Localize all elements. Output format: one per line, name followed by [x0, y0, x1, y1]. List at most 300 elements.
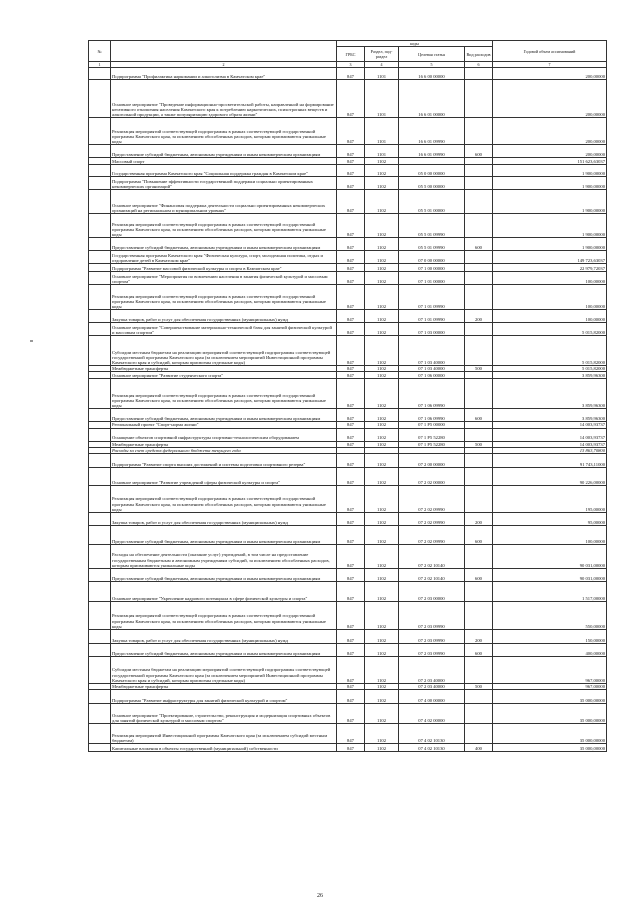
row-grbs-cell: 847	[337, 145, 365, 158]
row-name-cell: Субсидии местным бюджетам на реализацию мероприятий соответствующей подпрограммы соответствующей государственной программы Камчатского края (за исключением мероприятий Инвестиционной программы Камчатского края и субсидий, которым присвоены отдельные коды)	[111, 657, 337, 684]
row-number-cell	[89, 744, 111, 752]
row-vr-cell: 500	[465, 366, 493, 372]
row-grbs-cell: 847	[337, 468, 365, 486]
row-vr-cell	[465, 264, 493, 272]
row-grbs-cell: 847	[337, 454, 365, 468]
row-csr-cell: 07 1 03 00000	[399, 323, 465, 336]
row-name-cell: Межбюджетные трансферты	[111, 366, 337, 372]
row-number-cell	[89, 409, 111, 422]
row-vr-cell	[465, 190, 493, 214]
row-csr-cell: 07 2 00 00000	[399, 454, 465, 468]
row-grbs-cell: 847	[337, 630, 365, 644]
row-csr-cell: 16 6 01 09990	[399, 118, 465, 145]
row-csr-cell: 07 2 02 10140	[399, 569, 465, 582]
table-row	[89, 468, 607, 486]
row-name-cell: Межбюджетные трансферты	[111, 441, 337, 447]
table-row	[89, 214, 607, 238]
row-vr-cell	[465, 165, 493, 177]
row-grbs-cell: 847	[337, 118, 365, 145]
row-razdel-cell: 1102	[365, 684, 399, 690]
row-csr-cell	[399, 158, 465, 165]
row-number-cell	[89, 372, 111, 379]
row-name-cell: Предоставление субсидий бюджетным, автономным учреждениям и иным некоммерческим организациям	[111, 409, 337, 422]
budget-table-page	[88, 40, 606, 752]
row-name-cell: Подпрограмма "Развитие инфраструктуры для занятий физической культурой и спортом"	[111, 690, 337, 704]
row-vr-cell	[465, 428, 493, 441]
row-grbs-cell: 847	[337, 657, 365, 684]
row-razdel-cell: 1102	[365, 744, 399, 752]
table-row	[89, 569, 607, 582]
budget-table	[88, 40, 607, 752]
row-grbs-cell: 847	[337, 165, 365, 177]
row-number-cell	[89, 190, 111, 214]
row-amount-cell: 100,00000	[493, 272, 607, 285]
row-number-cell	[89, 310, 111, 323]
row-amount-cell: 200,00000	[493, 80, 607, 118]
row-name-cell: Реализация мероприятий соответствующей подпрограммы в рамках соответствующей государственной программы Камчатского края, за исключением обособленных расходов, которым присваиваются уникальные коды	[111, 379, 337, 409]
row-razdel-cell: 1102	[365, 379, 399, 409]
row-csr-cell: 07 1 06 09990	[399, 379, 465, 409]
row-vr-cell	[465, 372, 493, 379]
row-name-cell: Капитальные вложения в объекты государственной (муниципальной) собственности	[111, 744, 337, 752]
row-razdel-cell: 1102	[365, 657, 399, 684]
row-amount-cell: 200,00000	[493, 118, 607, 145]
row-csr-cell: 07 2 03 40000	[399, 684, 465, 690]
row-razdel-cell: 1102	[365, 310, 399, 323]
row-razdel-cell: 1102	[365, 323, 399, 336]
row-amount-cell: 150,00000	[493, 630, 607, 644]
row-number-cell	[89, 177, 111, 190]
row-razdel-cell: 1101	[365, 68, 399, 80]
row-csr-cell: 07 1 03 40000	[399, 366, 465, 372]
row-razdel-cell: 1102	[365, 158, 399, 165]
row-name-cell: Реализация мероприятий соответствующей подпрограммы в рамках соответствующей государственной программы Камчатского края, за исключением обособленных расходов, которым присваиваются уникальные коды	[111, 285, 337, 310]
table-row	[89, 602, 607, 630]
row-amount-cell: 3 859,96300	[493, 379, 607, 409]
header-grbs: ГРБС	[337, 47, 365, 62]
row-razdel-cell: 1101	[365, 80, 399, 118]
row-vr-cell: 600	[465, 569, 493, 582]
table-row	[89, 657, 607, 684]
row-csr-cell: 07 1 P5 00000	[399, 422, 465, 428]
row-vr-cell	[465, 468, 493, 486]
row-name-cell: Оснащение объектов спортивной инфраструктуры спортивно-технологическим оборудованием	[111, 428, 337, 441]
row-grbs-cell: 847	[337, 238, 365, 251]
table-row	[89, 545, 607, 569]
row-razdel-cell: 1102	[365, 428, 399, 441]
row-grbs-cell: 847	[337, 526, 365, 545]
row-razdel-cell: 1102	[365, 545, 399, 569]
index-cell: 3	[337, 62, 365, 68]
table-row	[89, 80, 607, 118]
row-number-cell	[89, 68, 111, 80]
row-name-cell: Подпрограмма "Повышение эффективности государственной поддержки социально ориентированных некоммерческих организаций"	[111, 177, 337, 190]
row-csr-cell: 07 1 01 09990	[399, 285, 465, 310]
table-row	[89, 118, 607, 145]
table-body	[89, 68, 607, 752]
row-number-cell	[89, 526, 111, 545]
row-csr-cell: 05 0 00 00000	[399, 165, 465, 177]
row-grbs-cell: 847	[337, 724, 365, 744]
row-csr-cell: 07 1 01 09990	[399, 310, 465, 323]
row-vr-cell	[465, 657, 493, 684]
row-grbs-cell: 847	[337, 177, 365, 190]
row-number-cell	[89, 644, 111, 657]
row-grbs-cell: 847	[337, 545, 365, 569]
row-razdel-cell: 1102	[365, 690, 399, 704]
row-name-cell: Основное мероприятие "Мероприятия по вовлечению населения в занятия физической культурой и массовым спортом"	[111, 272, 337, 285]
row-csr-cell: 07 2 03 09990	[399, 644, 465, 657]
table-row	[89, 68, 607, 80]
row-amount-cell: 35 000,00000	[493, 690, 607, 704]
row-amount-cell: 100,00000	[493, 526, 607, 545]
row-vr-cell	[465, 285, 493, 310]
header-csr: Целевая статья	[399, 47, 465, 62]
index-cell: 4	[365, 62, 399, 68]
row-number-cell	[89, 513, 111, 526]
row-amount-cell: 3 859,96300	[493, 409, 607, 422]
row-vr-cell	[465, 545, 493, 569]
row-grbs-cell: 847	[337, 409, 365, 422]
row-grbs-cell: 847	[337, 264, 365, 272]
scan-mark	[30, 340, 33, 342]
row-number-cell	[89, 165, 111, 177]
row-grbs-cell: 847	[337, 428, 365, 441]
row-vr-cell	[465, 68, 493, 80]
row-amount-cell: 1 900,00000	[493, 238, 607, 251]
row-name-cell: Государственная программа Камчатского края "Физическая культура, спорт, молодежная политика, отдых и оздоровление детей в Камчатском крае"	[111, 251, 337, 264]
row-vr-cell: 600	[465, 145, 493, 158]
row-razdel-cell: 1102	[365, 165, 399, 177]
row-grbs-cell: 847	[337, 690, 365, 704]
row-grbs-cell: 847	[337, 372, 365, 379]
row-amount-cell: 90 226,00000	[493, 468, 607, 486]
row-number-cell	[89, 214, 111, 238]
table-row	[89, 724, 607, 744]
row-number-cell	[89, 454, 111, 468]
row-razdel-cell: 1102	[365, 190, 399, 214]
row-amount-cell: 100,00000	[493, 310, 607, 323]
row-amount-cell: 14 003,93737	[493, 441, 607, 447]
table-row	[89, 238, 607, 251]
table-row	[89, 644, 607, 657]
row-amount-cell: 22 979,72037	[493, 264, 607, 272]
row-grbs-cell: 847	[337, 80, 365, 118]
row-csr-cell: 05 5 01 09990	[399, 214, 465, 238]
row-csr-cell: 05 5 01 09990	[399, 238, 465, 251]
row-name-cell: Подпрограмма "Профилактика наркомании и алкоголизма в Камчатском крае"	[111, 68, 337, 80]
row-razdel-cell: 1102	[365, 264, 399, 272]
row-name-cell: Субсидии местным бюджетам на реализацию мероприятий соответствующей подпрограммы соответствующей государственной программы Камчатского края (за исключением мероприятий Инвестиционной программы Камчатского края и субсидий, которым присвоены отдельные коды)	[111, 336, 337, 366]
row-vr-cell	[465, 602, 493, 630]
row-razdel-cell: 1102	[365, 372, 399, 379]
row-number-cell	[89, 264, 111, 272]
row-grbs-cell: 847	[337, 704, 365, 724]
row-name-cell: Основное мероприятие "Совершенствование материально-технической базы для занятий физической культурой и массовым спортом"	[111, 323, 337, 336]
row-grbs-cell: 847	[337, 602, 365, 630]
row-razdel-cell: 1101	[365, 145, 399, 158]
row-vr-cell: 600	[465, 409, 493, 422]
row-grbs-cell: 847	[337, 569, 365, 582]
row-amount-cell: 1 517,00000	[493, 582, 607, 602]
row-number-cell	[89, 657, 111, 684]
row-grbs-cell: 847	[337, 68, 365, 80]
header-vr: Вид расходов	[465, 47, 493, 62]
row-razdel-cell: 1102	[365, 704, 399, 724]
table-row	[89, 486, 607, 513]
table-row	[89, 285, 607, 310]
row-amount-cell: 35 000,00000	[493, 744, 607, 752]
row-number-cell	[89, 323, 111, 336]
row-amount-cell: 5 015,82000	[493, 323, 607, 336]
row-number-cell	[89, 158, 111, 165]
page-number: 26	[317, 893, 323, 899]
table-row	[89, 704, 607, 724]
row-number-cell	[89, 486, 111, 513]
row-razdel-cell: 1102	[365, 582, 399, 602]
row-razdel-cell: 1101	[365, 118, 399, 145]
row-vr-cell	[465, 582, 493, 602]
row-csr-cell: 07 1 06 00000	[399, 372, 465, 379]
row-grbs-cell: 847	[337, 285, 365, 310]
table-row	[89, 513, 607, 526]
row-name-cell: Предоставление субсидий бюджетным, автономным учреждениям и иным некоммерческим организациям	[111, 238, 337, 251]
row-csr-cell: 07 2 02 00000	[399, 468, 465, 486]
header-razdel: Раздел, под-раздел	[365, 47, 399, 62]
row-razdel-cell: 1102	[365, 468, 399, 486]
row-grbs-cell: 847	[337, 251, 365, 264]
row-vr-cell	[465, 724, 493, 744]
row-grbs-cell: 847	[337, 158, 365, 165]
row-number-cell	[89, 251, 111, 264]
row-vr-cell: 500	[465, 441, 493, 447]
row-name-cell: Государственная программа Камчатского края "Социальная поддержка граждан в Камчатском крае"	[111, 165, 337, 177]
row-amount-cell: 200,00000	[493, 145, 607, 158]
row-amount-cell: 95,00000	[493, 513, 607, 526]
row-name-cell: Реализация мероприятий соответствующей подпрограммы в рамках соответствующей государственной программы Камчатского края, за исключением обособленных расходов, которым присваиваются уникальные коды	[111, 602, 337, 630]
row-csr-cell: 05 5 00 00000	[399, 177, 465, 190]
row-amount-cell: 1 900,00000	[493, 165, 607, 177]
index-cell: 1	[89, 62, 111, 68]
row-vr-cell: 600	[465, 526, 493, 545]
row-vr-cell	[465, 251, 493, 264]
row-vr-cell: 200	[465, 310, 493, 323]
row-number-cell	[89, 630, 111, 644]
index-cell: 2	[111, 62, 337, 68]
row-name-cell: Межбюджетные трансферты	[111, 684, 337, 690]
row-csr-cell: 07 1 P5 52280	[399, 441, 465, 447]
row-vr-cell	[465, 690, 493, 704]
row-name-cell: Основное мероприятие "Финансовая поддержка деятельности социально ориентированных некоммерческих организаций на региональном и муниципальном уровнях"	[111, 190, 337, 214]
row-vr-cell	[465, 118, 493, 145]
table-row	[89, 372, 607, 379]
table-row	[89, 310, 607, 323]
row-amount-cell: 3 859,96300	[493, 372, 607, 379]
row-name-cell: Предоставление субсидий бюджетным, автономным учреждениям и иным некоммерческим организациям	[111, 145, 337, 158]
table-row	[89, 690, 607, 704]
row-grbs-cell: 847	[337, 513, 365, 526]
index-cell: 5	[399, 62, 465, 68]
table-row	[89, 379, 607, 409]
row-grbs-cell: 847	[337, 441, 365, 447]
row-name-cell: Закупка товаров, работ и услуг для обеспечения государственных (муниципальных) нужд	[111, 630, 337, 644]
row-amount-cell: 1 900,00000	[493, 190, 607, 214]
row-number-cell	[89, 690, 111, 704]
row-csr-cell: 07 1 01 00000	[399, 272, 465, 285]
table-row	[89, 630, 607, 644]
row-razdel-cell: 1102	[365, 409, 399, 422]
table-row	[89, 145, 607, 158]
row-amount-cell: 400,00000	[493, 644, 607, 657]
table-row	[89, 744, 607, 752]
table-row	[89, 428, 607, 441]
row-amount-cell: 14 003,93737	[493, 428, 607, 441]
row-name-cell: Подпрограмма "Развитие массовой физической культуры и спорта в Камчатском крае"	[111, 264, 337, 272]
table-row	[89, 526, 607, 545]
row-number-cell	[89, 336, 111, 366]
row-name-cell: Расходы на обеспечение деятельности (оказание услуг) учреждений, в том числе на предоставление государственным бюджетным и автономным учреждениям субсидий, за исключением обособленных расходов, которым присваиваются уникальные коды	[111, 545, 337, 569]
row-number-cell	[89, 545, 111, 569]
index-cell: 6	[465, 62, 493, 68]
row-csr-cell: 07 2 02 09990	[399, 526, 465, 545]
table-row	[89, 454, 607, 468]
row-grbs-cell: 847	[337, 310, 365, 323]
table-row	[89, 323, 607, 336]
header-number: №	[89, 41, 111, 62]
row-razdel-cell: 1102	[365, 422, 399, 428]
row-grbs-cell: 847	[337, 336, 365, 366]
row-name-cell: Закупка товаров, работ и услуг для обеспечения государственных (муниципальных) нужд	[111, 310, 337, 323]
row-number-cell	[89, 118, 111, 145]
row-amount-cell: 151 623,63037	[493, 158, 607, 165]
row-grbs-cell: 847	[337, 744, 365, 752]
row-csr-cell: 07 4 02 10130	[399, 744, 465, 752]
row-csr-cell: 07 0 00 00000	[399, 251, 465, 264]
row-amount-cell: 967,00000	[493, 684, 607, 690]
row-amount-cell: 195,00000	[493, 486, 607, 513]
row-name-cell: Региональный проект "Спорт-норма жизни"	[111, 422, 337, 428]
row-amount-cell: 1 900,00000	[493, 214, 607, 238]
header-amount: Годовой объем ассигнований	[493, 41, 607, 62]
row-vr-cell	[465, 486, 493, 513]
row-amount-cell: 13 863,70800	[493, 447, 607, 453]
row-amount-cell: 1 900,00000	[493, 177, 607, 190]
row-amount-cell: 35 000,00000	[493, 724, 607, 744]
row-grbs-cell: 847	[337, 323, 365, 336]
row-razdel-cell: 1102	[365, 238, 399, 251]
row-razdel-cell: 1102	[365, 630, 399, 644]
row-name-cell: Основное мероприятие "Развитие студенческого спорта"	[111, 372, 337, 379]
row-amount-cell: 5 015,82000	[493, 336, 607, 366]
row-number-cell	[89, 569, 111, 582]
row-grbs-cell: 847	[337, 272, 365, 285]
row-csr-cell: 16 6 01 09990	[399, 145, 465, 158]
row-vr-cell: 200	[465, 630, 493, 644]
row-grbs-cell: 847	[337, 486, 365, 513]
row-amount-cell: 90 031,00000	[493, 569, 607, 582]
row-vr-cell	[465, 454, 493, 468]
row-name-cell: Реализация мероприятий соответствующей подпрограммы в рамках соответствующей государственной программы Камчатского края, за исключением обособленных расходов, которым присваиваются уникальные коды	[111, 214, 337, 238]
table-row	[89, 409, 607, 422]
row-csr-cell: 07 2 02 09990	[399, 486, 465, 513]
row-name-cell: Предоставление субсидий бюджетным, автономным учреждениям и иным некоммерческим организациям	[111, 644, 337, 657]
header-codes-group: коды	[337, 41, 493, 47]
header-name	[111, 41, 337, 62]
row-csr-cell: 16 6 01 00000	[399, 80, 465, 118]
row-csr-cell: 07 4 00 00000	[399, 690, 465, 704]
row-csr-cell: 07 2 03 09990	[399, 602, 465, 630]
row-csr-cell: 07 4 02 10130	[399, 724, 465, 744]
row-name-cell: Реализация мероприятий соответствующей подпрограммы в рамках соответствующей государственной программы Камчатского края, за исключением обособленных расходов, которым присваиваются уникальные коды	[111, 118, 337, 145]
row-vr-cell: 400	[465, 744, 493, 752]
table-row	[89, 165, 607, 177]
row-csr-cell: 07 2 03 40000	[399, 657, 465, 684]
row-vr-cell: 600	[465, 238, 493, 251]
row-razdel-cell: 1102	[365, 336, 399, 366]
index-cell: 7	[493, 62, 607, 68]
row-razdel-cell: 1102	[365, 285, 399, 310]
row-name-cell: Расходы за счет средств федерального бюджета текущего года	[111, 447, 337, 453]
row-number-cell	[89, 272, 111, 285]
row-vr-cell	[465, 158, 493, 165]
row-name-cell: Закупка товаров, работ и услуг для обеспечения государственных (муниципальных) нужд	[111, 513, 337, 526]
row-vr-cell	[465, 336, 493, 366]
row-razdel-cell: 1102	[365, 251, 399, 264]
row-name-cell: Предоставление субсидий бюджетным, автономным учреждениям и иным некоммерческим организациям	[111, 569, 337, 582]
row-amount-cell: 550,00000	[493, 602, 607, 630]
row-amount-cell: 149 723,63037	[493, 251, 607, 264]
row-name-cell: Основное мероприятие "Проведение информационно-просветительской работы, направленной на формирование негативного отношения населения Камчатского края к потреблению наркотических, психотропных веществ и алкогольной продукции, а также популяризацию здорового образа жизни"	[111, 80, 337, 118]
row-number-cell	[89, 724, 111, 744]
row-amount-cell: 5 015,82000	[493, 366, 607, 372]
row-name-cell: Реализация мероприятий соответствующей подпрограммы в рамках соответствующей государственной программы Камчатского края, за исключением обособленных расходов, которым присваиваются уникальные коды	[111, 486, 337, 513]
table-row	[89, 177, 607, 190]
row-csr-cell: 07 1 06 09990	[399, 409, 465, 422]
row-number-cell	[89, 285, 111, 310]
row-vr-cell	[465, 323, 493, 336]
row-razdel-cell: 1102	[365, 513, 399, 526]
row-vr-cell	[465, 214, 493, 238]
table-row	[89, 251, 607, 264]
row-razdel-cell: 1102	[365, 177, 399, 190]
row-razdel-cell: 1102	[365, 366, 399, 372]
table-row	[89, 264, 607, 272]
row-razdel-cell: 1102	[365, 441, 399, 447]
row-razdel-cell: 1102	[365, 486, 399, 513]
table-row	[89, 190, 607, 214]
row-vr-cell	[465, 272, 493, 285]
row-razdel-cell: 1102	[365, 724, 399, 744]
row-grbs-cell: 847	[337, 214, 365, 238]
row-csr-cell: 07 4 02 00000	[399, 704, 465, 724]
row-amount-cell: 967,00000	[493, 657, 607, 684]
row-number-cell	[89, 602, 111, 630]
row-amount-cell: 100,00000	[493, 285, 607, 310]
row-csr-cell: 07 2 03 09990	[399, 630, 465, 644]
row-amount-cell: 200,00000	[493, 68, 607, 80]
row-vr-cell	[465, 80, 493, 118]
row-csr-cell: 07 2 03 00000	[399, 582, 465, 602]
row-name-cell: Основное мероприятие "Проектирование, строительство, реконструкция и модернизация спортивных объектов для занятий физической культурой и массовым спортом"	[111, 704, 337, 724]
row-name-cell: Основное мероприятие "Укрепление кадрового потенциала в сфере физической культуры и спорта"	[111, 582, 337, 602]
row-name-cell: Массовый спорт	[111, 158, 337, 165]
row-grbs-cell: 847	[337, 190, 365, 214]
table-row	[89, 582, 607, 602]
row-razdel-cell: 1102	[365, 569, 399, 582]
row-vr-cell	[465, 379, 493, 409]
row-number-cell	[89, 80, 111, 118]
table-row	[89, 158, 607, 165]
